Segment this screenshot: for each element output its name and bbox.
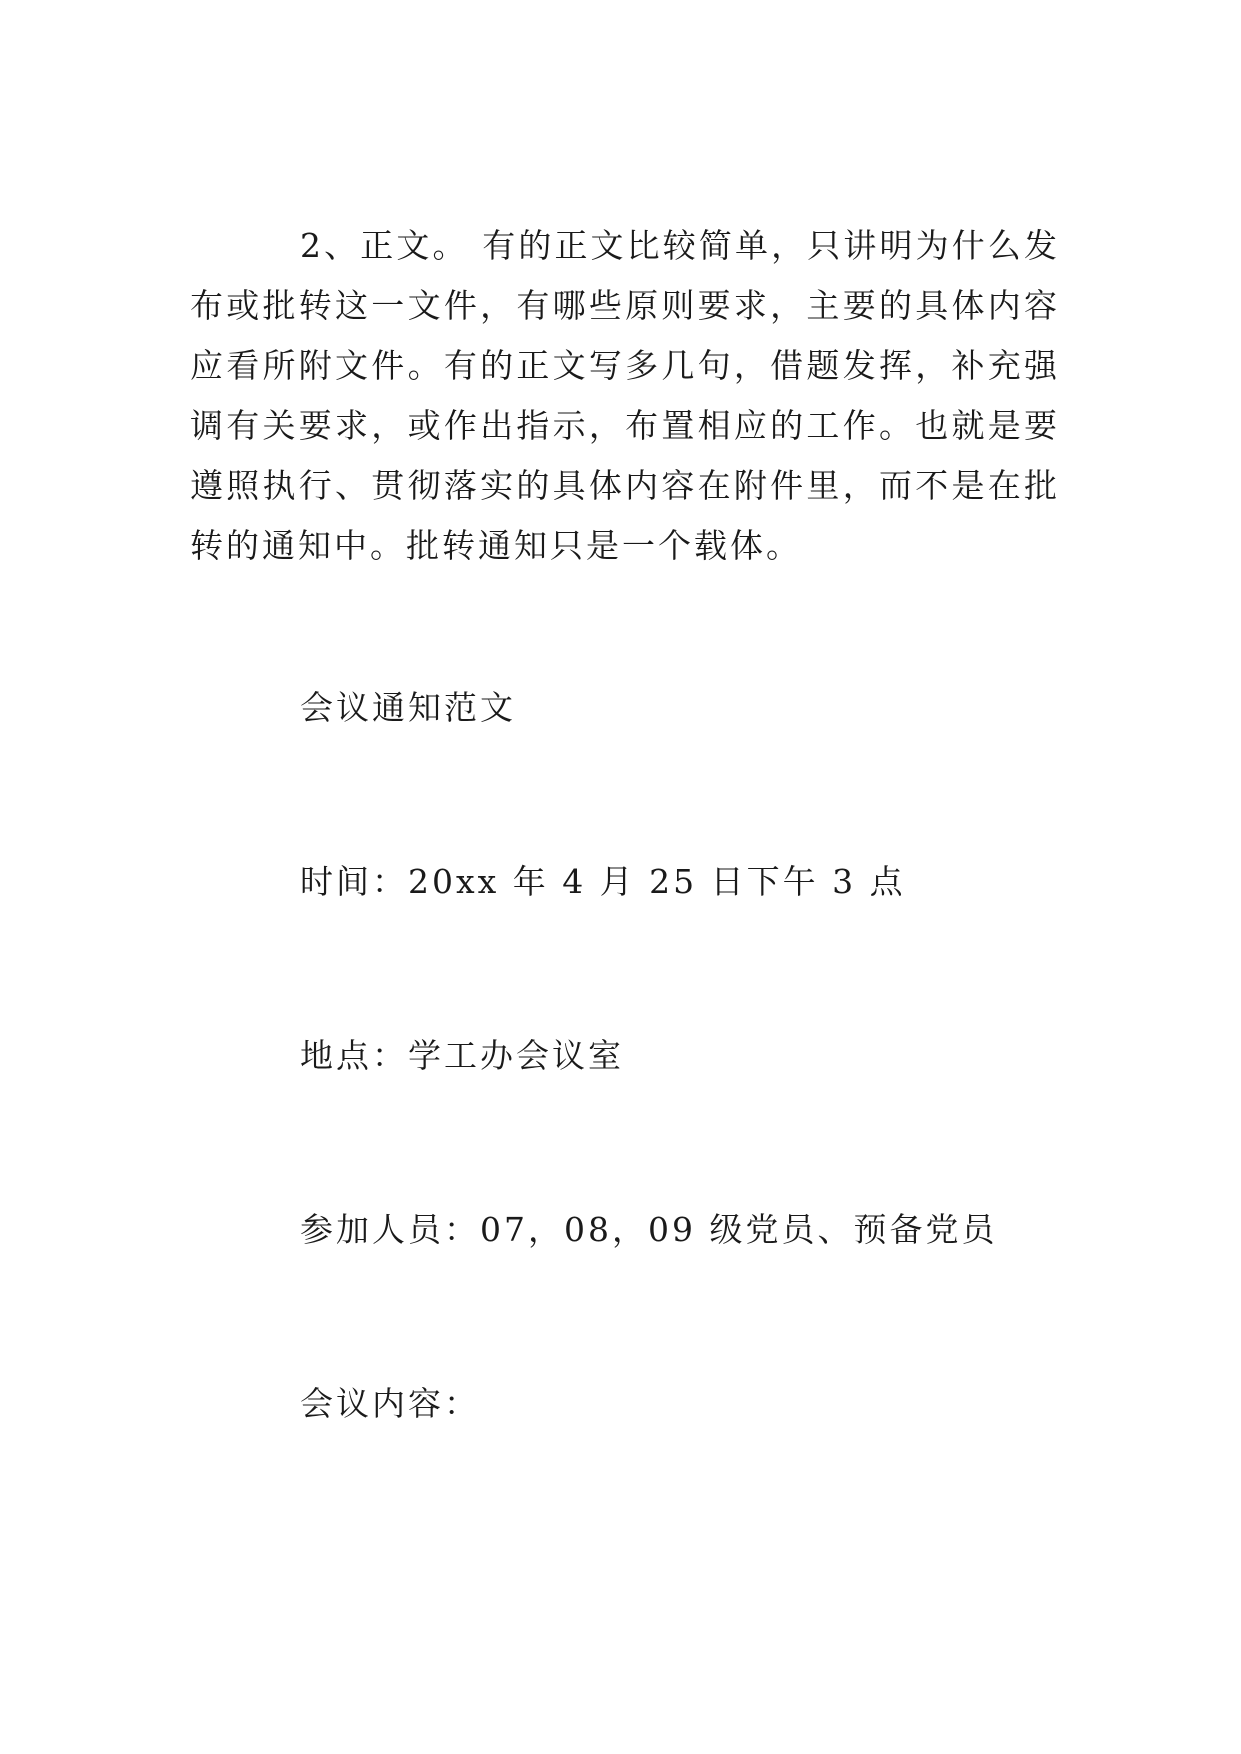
body-paragraph: 2、正文。 有的正文比较简单，只讲明为什么发布或批转这一文件，有哪些原则要求，主要的具体内容应看所附文件。有的正文写多几句，借题发挥，补充强调有关要求，或作出指示，布置相应的工作。也就是要遵照执行、贯彻落实的具体内容在附件里，而不是在批转的通知中。批转通知只是一个载体。 xyxy=(190,226,1060,565)
meeting-content-label: 会议内容： xyxy=(300,1384,480,1423)
meeting-attendees: 参加人员：07，08，09 级党员、预备党员 xyxy=(300,1210,998,1249)
meeting-location: 地点：学工办会议室 xyxy=(300,1036,624,1075)
sample-title: 会议通知范文 xyxy=(300,688,516,727)
meeting-time: 时间：20xx 年 4 月 25 日下午 3 点 xyxy=(300,862,906,901)
